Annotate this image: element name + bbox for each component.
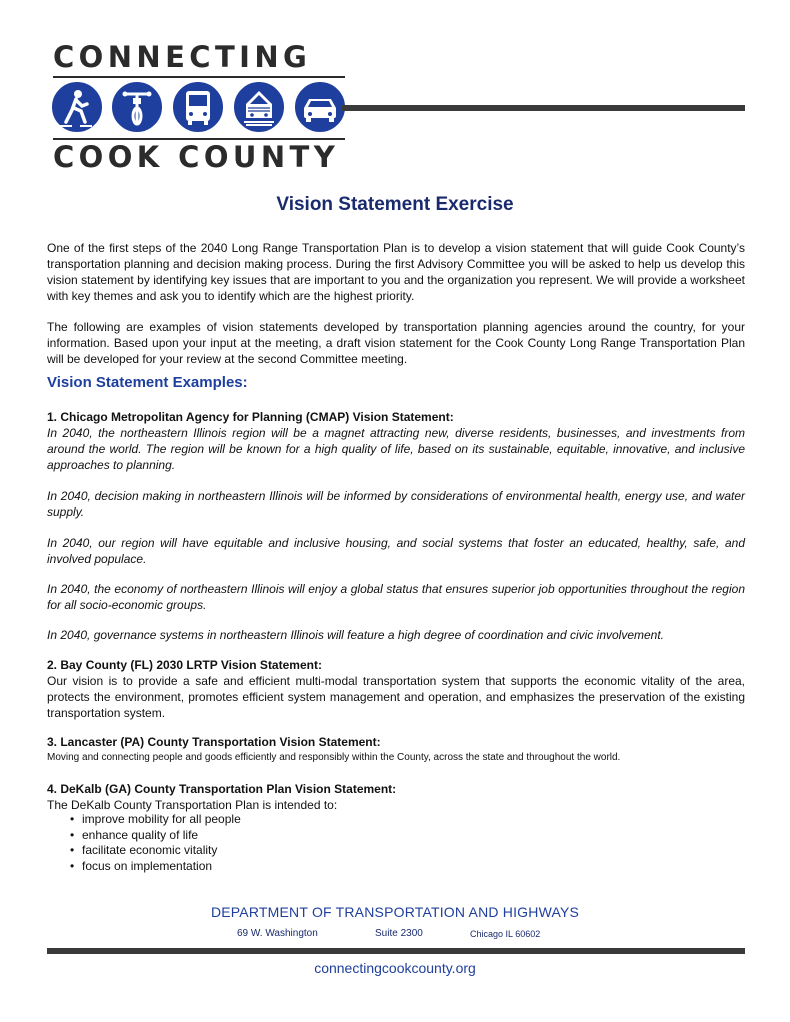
- header-divider-bar: [342, 105, 745, 111]
- bicycle-icon: [110, 80, 164, 134]
- pedestrian-icon: [50, 80, 104, 134]
- example-2-paragraph-1: Our vision is to provide a safe and efficient multi-modal transportation system that supports the economic vitality of the area, protects the environment, promotes efficient system management and operation, and emphasizes the preservation of the existing transportation system.: [47, 674, 745, 720]
- address-street: 69 W. Washington: [237, 928, 318, 939]
- bullet-item: • facilitate economic vitality: [70, 843, 241, 859]
- logo-bottom-word: COOK COUNTY: [53, 140, 340, 174]
- bus-icon: [171, 80, 225, 134]
- train-icon: [232, 80, 286, 134]
- logo-top-word: CONNECTING: [53, 40, 312, 74]
- example-2-heading: 2. Bay County (FL) 2030 LRTP Vision Statement:: [47, 658, 322, 672]
- intro-paragraph-1: One of the first steps of the 2040 Long Range Transportation Plan is to develop a vision statement that will guide Cook County’s transportation planning and decision making process. During the first Advisory Committee you will be asked to help us develop this vision statement by identifying key issues that are important to you and the organization you represent. We will provide a worksheet with key themes and ask you to identify which are the highest priority.: [47, 241, 745, 303]
- logo-top-rule: [53, 76, 345, 78]
- bullet-item: • enhance quality of life: [70, 828, 241, 844]
- example-1-paragraph-2: In 2040, decision making in northeastern Illinois will be informed by considerations of environmental health, energy use, and water supply.: [47, 489, 745, 519]
- logo-icon-row: [50, 80, 350, 138]
- example-1-paragraph-1: In 2040, the northeastern Illinois region will be a magnet attracting new, diverse residents, businesses, and investments from around the world. The region will be known for a high quality of life, based on its sustainable, equitable, innovative, and inclusive approaches to planning.: [47, 426, 745, 472]
- example-4-bullet-list: [70, 812, 241, 874]
- department-name: DEPARTMENT OF TRANSPORTATION AND HIGHWAYS: [210, 904, 580, 920]
- bullet-item: • improve mobility for all people: [70, 812, 241, 828]
- example-4-heading: 4. DeKalb (GA) County Transportation Plan Vision Statement:: [47, 782, 397, 796]
- examples-heading: Vision Statement Examples:: [47, 374, 248, 391]
- website-link[interactable]: connectingcookcounty.org: [314, 960, 476, 976]
- example-1-heading: 1. Chicago Metropolitan Agency for Planning (CMAP) Vision Statement:: [47, 410, 454, 424]
- example-4-paragraph-1: The DeKalb County Transportation Plan is intended to:: [47, 798, 338, 812]
- address-city: Chicago IL 60602: [470, 929, 541, 939]
- example-1-paragraph-3: In 2040, our region will have equitable and inclusive housing, and social systems that foster an educated, healthy, safe, and involved populace.: [47, 536, 745, 566]
- example-3-paragraph-1: Moving and connecting people and goods efficiently and responsibly within the County, across the state and throughout the world.: [47, 752, 621, 763]
- car-icon: [293, 80, 347, 134]
- footer-divider-bar: [47, 948, 745, 954]
- address-suite: Suite 2300: [375, 928, 423, 939]
- page-title: Vision Statement Exercise: [276, 194, 514, 215]
- example-1-paragraph-4: In 2040, the economy of northeastern Illinois will enjoy a global status that ensures superior job opportunities throughout the region for all socio-economic groups.: [47, 582, 745, 612]
- bullet-item: • focus on implementation: [70, 859, 241, 875]
- example-3-heading: 3. Lancaster (PA) County Transportation Vision Statement:: [47, 735, 381, 749]
- example-1-paragraph-5: In 2040, governance systems in northeastern Illinois will feature a high degree of coordination and civic involvement.: [47, 628, 665, 642]
- intro-paragraph-2: The following are examples of vision statements developed by transportation planning agencies around the country, for your information. Based upon your input at the meeting, a draft vision statement for the Cook County Long Range Transportation Plan will be developed for your review at the second Committee meeting.: [47, 320, 745, 366]
